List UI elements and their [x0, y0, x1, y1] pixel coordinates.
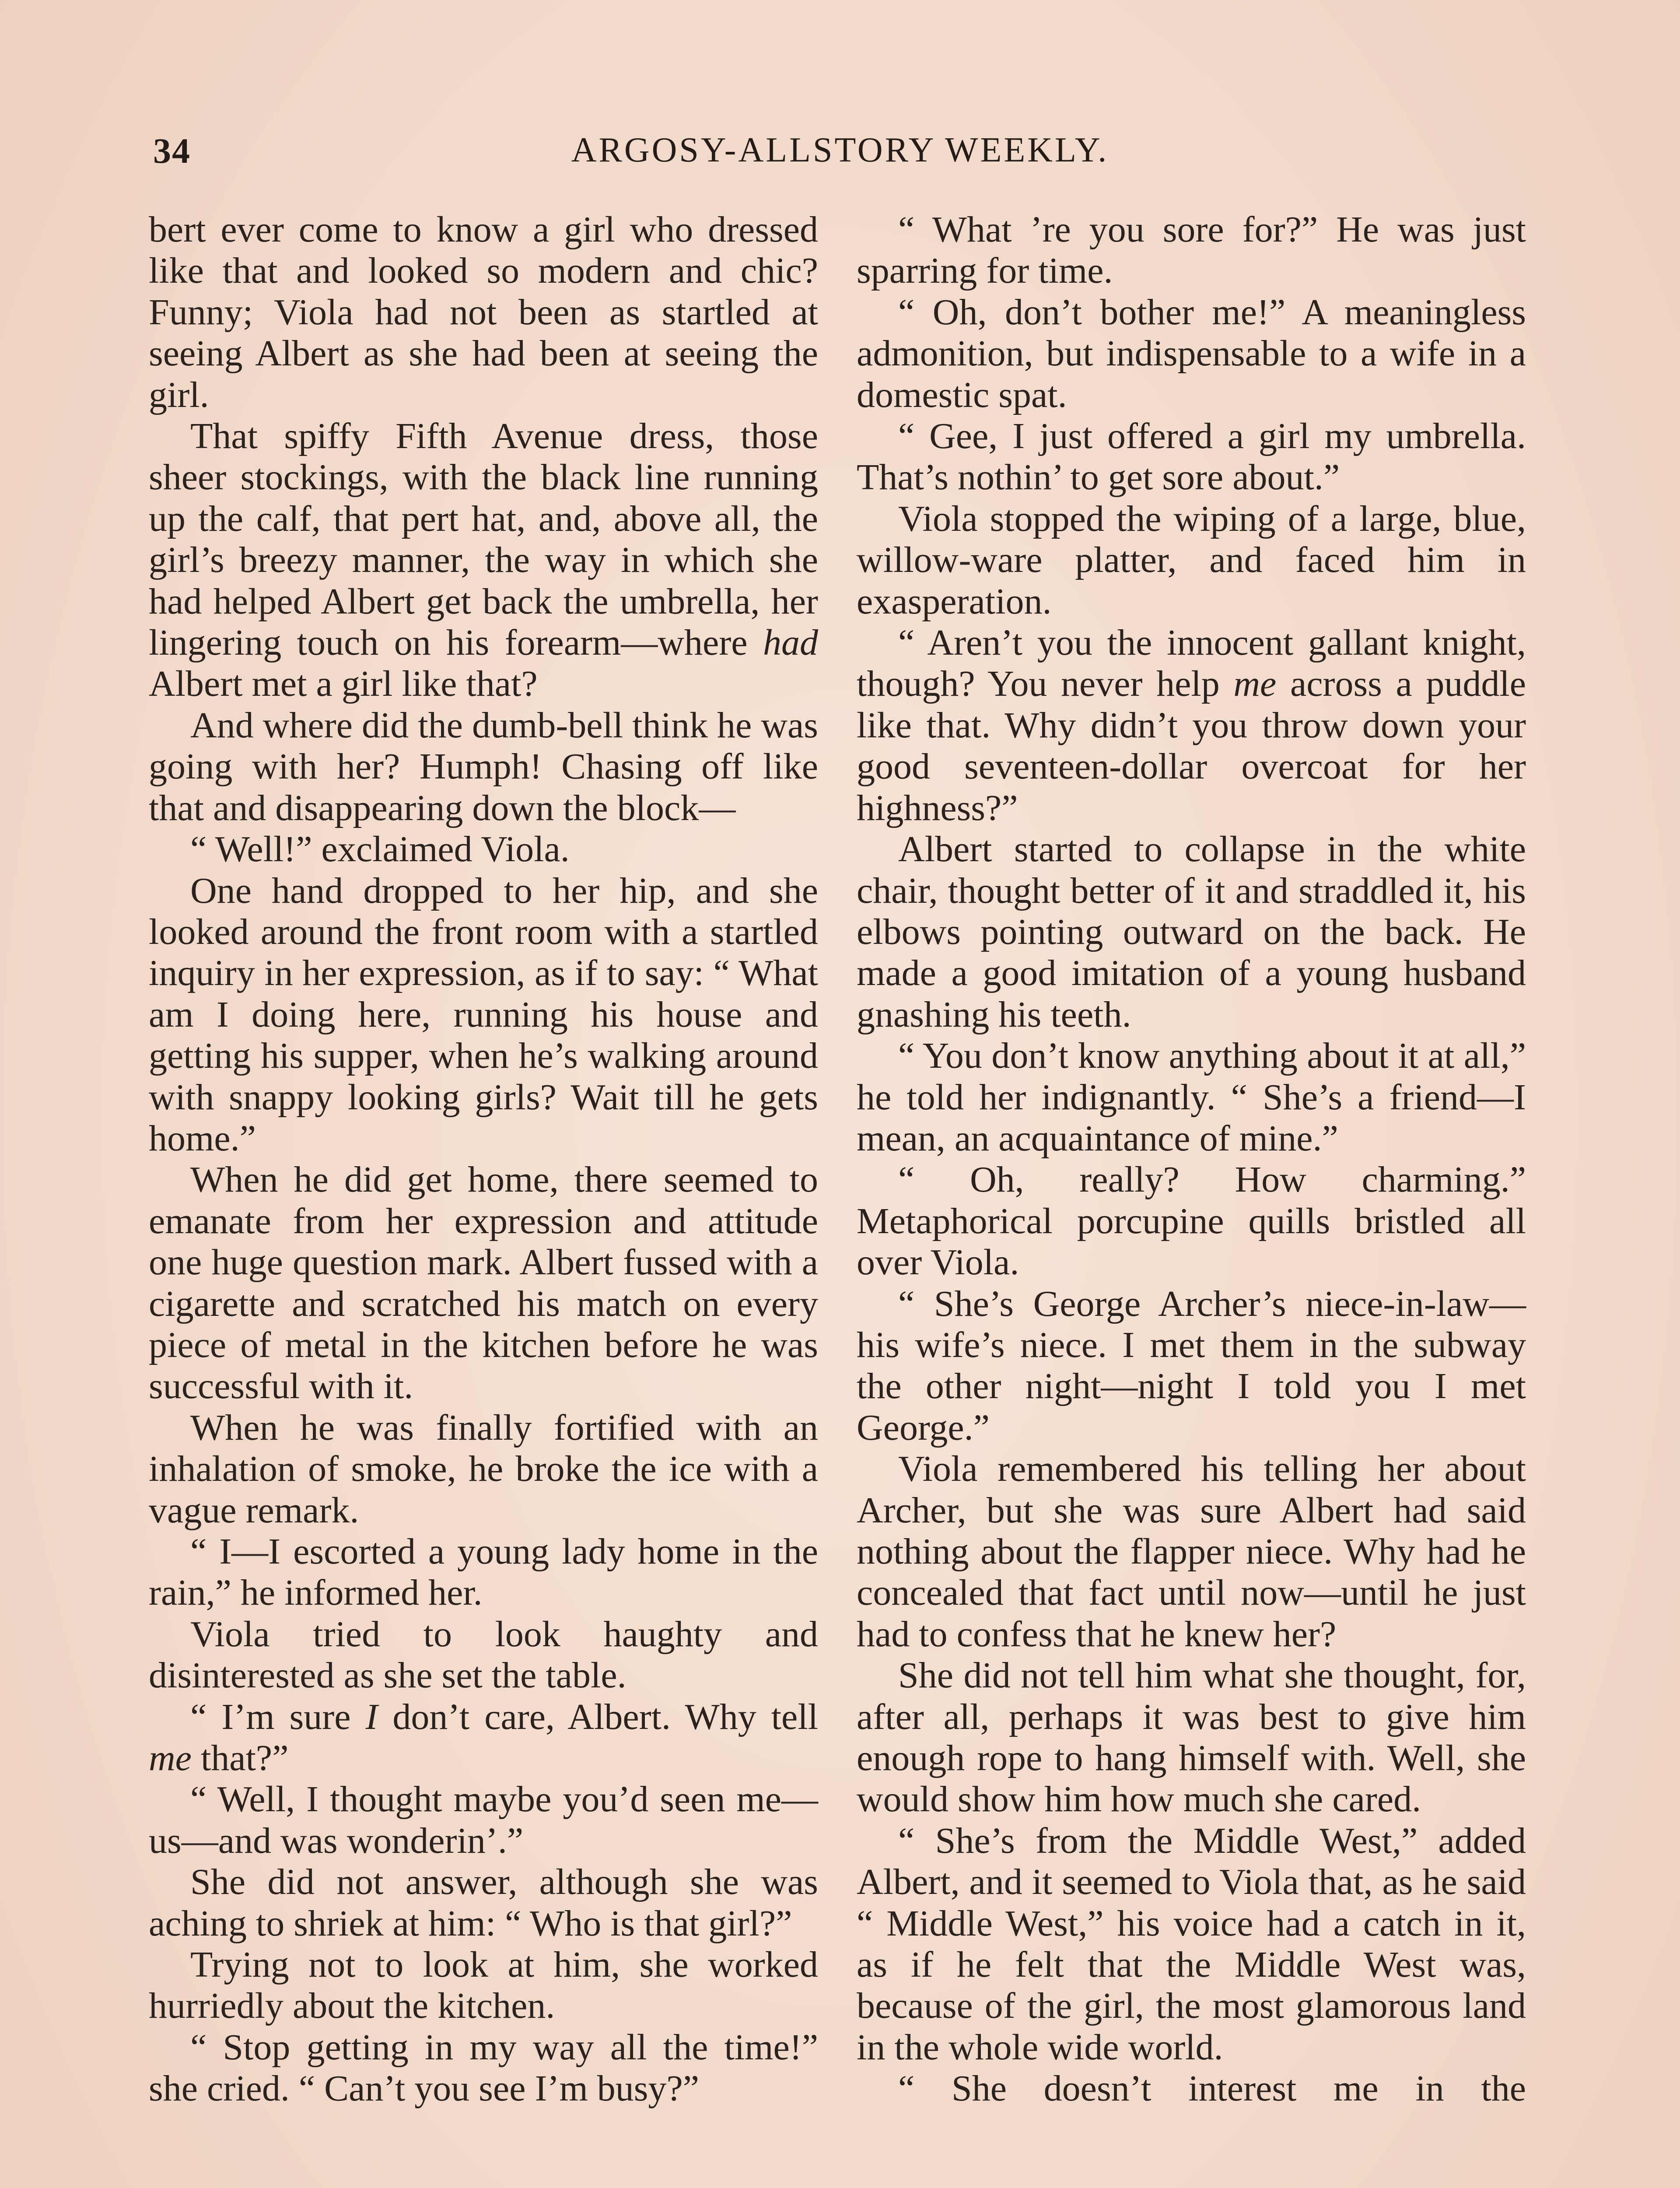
paragraph-text: Albert met a girl like that?	[149, 663, 538, 705]
paragraph	[857, 1820, 1526, 2068]
paragraph	[857, 1655, 1526, 1820]
paragraph	[857, 416, 1526, 498]
italic-emphasis: had	[763, 622, 818, 663]
paragraph	[149, 829, 818, 870]
paragraph	[149, 1779, 818, 1862]
paragraph-text: “ You don’t know anything about it at all,” he told her indignantly. “ She’s a friend—I mean, an acquaintance of mine.”	[857, 1035, 1526, 1159]
italic-emphasis: I	[365, 1696, 378, 1737]
paragraph-text: Viola remembered his telling her about Archer, but she was sure Albert had said nothing about the flapper niece. Why had he concealed that fact until now—until he just had to confess that he knew her?	[857, 1448, 1526, 1655]
left-column	[149, 209, 818, 2110]
paragraph-text: that?”	[191, 1738, 289, 1779]
italic-emphasis: me	[1233, 663, 1277, 705]
paragraph-text: When he was finally fortified with an inhalation of smoke, he broke the ice with a vague remark.	[149, 1407, 818, 1531]
paragraph	[857, 1283, 1526, 1449]
paragraph	[149, 416, 818, 705]
paragraph-text: Viola tried to look haughty and disinterested as she set the table.	[149, 1613, 818, 1696]
paragraph-text: Trying not to look at him, she worked hurriedly about the kitchen.	[149, 1944, 818, 2027]
paragraph	[857, 1159, 1526, 1283]
paragraph-text: “ What ’re you sore for?” He was just sparring for time.	[857, 209, 1526, 291]
paragraph	[149, 1697, 818, 1779]
paragraph-text: “ I’m sure	[190, 1696, 366, 1737]
paragraph-text: And where did the dumb-bell think he was going with her? Humph! Chasing off like that and disappearing down the block—	[149, 705, 818, 828]
paragraph-text: Albert started to collapse in the white chair, thought better of it and straddled it, his elbows pointing outward on the back. He made a good imitation of a young husband gnashing his teeth.	[857, 829, 1526, 1035]
paragraph-text: Viola stopped the wiping of a large, blue, willow-ware platter, and faced him in exasperation.	[857, 498, 1526, 622]
paragraph	[857, 829, 1526, 1035]
paragraph-text: She did not answer, although she was aching to shriek at him: “ Who is that girl?”	[149, 1862, 818, 1944]
paragraph	[149, 1407, 818, 1531]
paragraph	[857, 209, 1526, 292]
paragraph	[857, 292, 1526, 416]
paragraph-text: don’t care, Albert. Why tell	[378, 1696, 819, 1737]
italic-emphasis: me	[149, 1738, 192, 1779]
paragraph-text: “ Well!” exclaimed Viola.	[190, 829, 570, 870]
paragraph	[149, 870, 818, 1160]
paragraph	[149, 209, 818, 416]
paragraph	[857, 622, 1526, 829]
paragraph-text: That spiffy Fifth Avenue dress, those sheer stockings, with the black line running up the calf, that pert hat, and, above all, the girl’s breezy manner, the way in which she had helped Albert get back the umbrella, her lingering touch on his forearm—where	[149, 416, 818, 663]
page-number: 34	[153, 131, 191, 171]
paragraph-text: “ I—I escorted a young lady home in the rain,” he informed her.	[149, 1531, 818, 1613]
paragraph-text: “ She’s from the Middle West,” added Albert, and it seemed to Viola that, as he said “ Middle West,” his voice had a catch in it, as if he felt that the Middle West was, because of the girl, the most glamorous land in the whole wide world.	[857, 1820, 1526, 2068]
paragraph-text: “ She doesn’t interest me in the	[898, 2068, 1526, 2109]
paragraph	[857, 2068, 1526, 2109]
paragraph	[857, 1035, 1526, 1159]
paragraph-text: She did not tell him what she thought, for, after all, perhaps it was best to give him enough rope to hang himself with. Well, she would show him how much she cared.	[857, 1655, 1526, 1820]
paragraph	[149, 1531, 818, 1614]
paragraph	[149, 2027, 818, 2110]
paragraph	[857, 1448, 1526, 1655]
paragraph	[149, 1614, 818, 1697]
paragraph-text: “ Gee, I just offered a girl my umbrella. That’s nothin’ to get sore about.”	[857, 416, 1526, 498]
paragraph-text: “ Oh, really? How charming.” Metaphorical porcupine quills bristled all over Viola.	[857, 1159, 1526, 1283]
paragraph-text: “ Well, I thought maybe you’d seen me—us—and was wonderin’.”	[149, 1779, 818, 1861]
paragraph-text: bert ever come to know a girl who dressed like that and looked so modern and chic? Funny; Viola had not been as startled at seeing Albert as she had been at seeing the girl.	[149, 209, 818, 415]
paragraph-text: “ She’s George Archer’s niece-in-law—his wife’s niece. I met them in the subway the other night—night I told you I met George.”	[857, 1283, 1526, 1448]
paragraph	[149, 1944, 818, 2027]
paragraph	[857, 498, 1526, 622]
running-header: ARGOSY-ALLSTORY WEEKLY.	[571, 131, 1109, 169]
paragraph-text: “ Aren’t you the innocent gallant knight, though? You never help	[857, 622, 1526, 705]
paragraph	[149, 1159, 818, 1407]
paragraph	[149, 1862, 818, 1944]
right-column	[857, 209, 1526, 2110]
paragraph-text: When he did get home, there seemed to emanate from her expression and attitude one huge question mark. Albert fussed with a cigarette and scratched his match on every piece of metal in the kitchen before he was successful with it.	[149, 1159, 818, 1407]
paragraph-text: across a puddle like that. Why didn’t you throw down your good seventeen-dollar overcoat for her highness?”	[857, 663, 1526, 828]
paragraph	[149, 705, 818, 829]
paragraph-text: One hand dropped to her hip, and she looked around the front room with a startled inquiry in her expression, as if to say: “ What am I doing here, running his house and getting his supper, when he’s walking around with snappy looking girls? Wait till he gets home.”	[149, 870, 818, 1159]
paragraph-text: “ Oh, don’t bother me!” A meaningless admonition, but indispensable to a wife in a domestic spat.	[857, 291, 1526, 415]
paragraph-text: “ Stop getting in my way all the time!” she cried. “ Can’t you see I’m busy?”	[149, 2027, 818, 2109]
